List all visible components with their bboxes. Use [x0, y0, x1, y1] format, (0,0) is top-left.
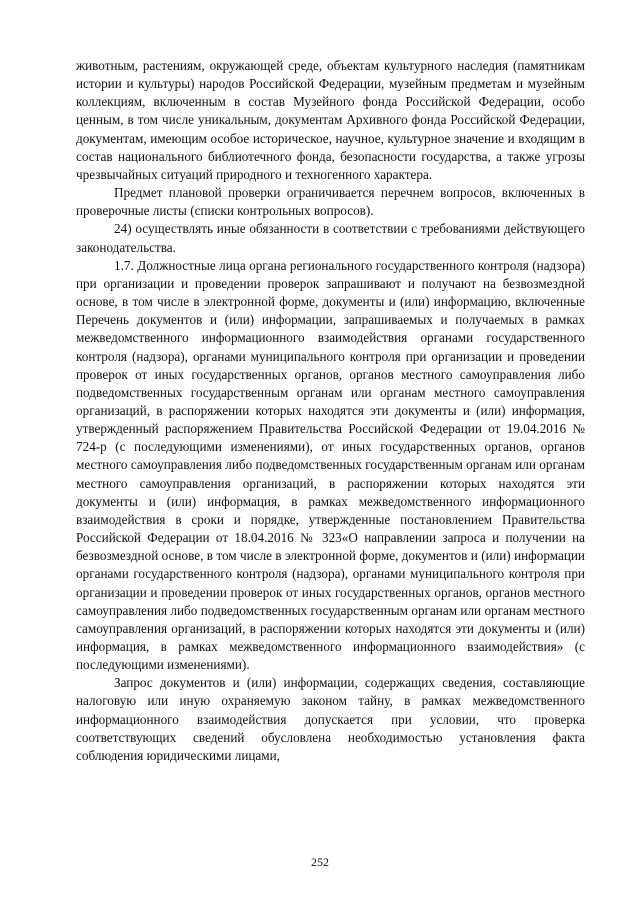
document-body — [76, 57, 585, 765]
paragraph-continuation: животным, растениям, окружающей среде, объектам культурного наследия (памятникам истории и культуры) народов Российской Федерации, музейным предметам и музейным коллекциям, включенным в состав Музейного фонда Российской Федерации, особо ценным, в том числе уникальным, документам Архивного фонда Российской Федерации, документам, имеющим особое историческое, научное, культурное значение и входящим в состав национального библиотечного фонда, безопасности государства, а также угрозы чрезвычайных ситуаций природного и техногенного характера. — [76, 58, 585, 182]
paragraph-request-documents: Запрос документов и (или) информации, содержащих сведения, составляющие налоговую или иную охраняемую законом тайну, в рамках межведомственного информационного взаимодействия допускается при условии, что проверка соответствующих сведений обусловлена необходимостью установления факта соблюдения юридическими лицами, — [76, 675, 585, 763]
paragraph-item-24: 24) осуществлять иные обязанности в соответствии с требованиями действующего законодательства. — [76, 221, 585, 255]
paragraph-section-1-7: 1.7. Должностные лица органа регионального государственного контроля (надзора) при организации и проведении проверок запрашивают и получают на безвозмездной основе, в том числе в электронной форме, документы и (или) информацию, включенные Перечень документов и (или) информации, запрашиваемых и получаемых в рамках межведомственного информационного взаимодействия органами государственного контроля (надзора), органами муниципального контроля при организации и проведении проверок от иных государственных органов, органов местного самоуправления либо подведомственных государственным органам или органам местного самоуправления организаций, в распоряжении которых находятся эти документы и (или) информация, утвержденный распоряжением Правительства Российской Федерации от 19.04.2016 № 724-р (с последующими изменениями), от иных государственных органов, органов местного самоуправления либо подведомственных государственным органам или органам местного самоуправления организаций, в распоряжении которых находятся эти документы и (или) информация, в рамках межведомственного информационного взаимодействия в сроки и порядке, утвержденные постановлением Правительства Российской Федерации от 18.04.2016 № 323«О направлении запроса и получении на безвозмездной основе, в том числе в электронной форме, документов и (или) информации органами государственного контроля (надзора), органами муниципального контроля при организации и проведении проверок от иных государственных органов, органов местного самоуправления либо подведомственных государственным органам или органам местного самоуправления организаций, в распоряжении которых находятся эти документы и (или) информация, в рамках межведомственного информационного взаимодействия» (с последующими изменениями). — [76, 257, 585, 673]
page-number: 252 — [311, 855, 329, 869]
paragraph-inspection-subject: Предмет плановой проверки ограничивается перечнем вопросов, включенных в проверочные листы (списки контрольных вопросов). — [76, 185, 585, 219]
